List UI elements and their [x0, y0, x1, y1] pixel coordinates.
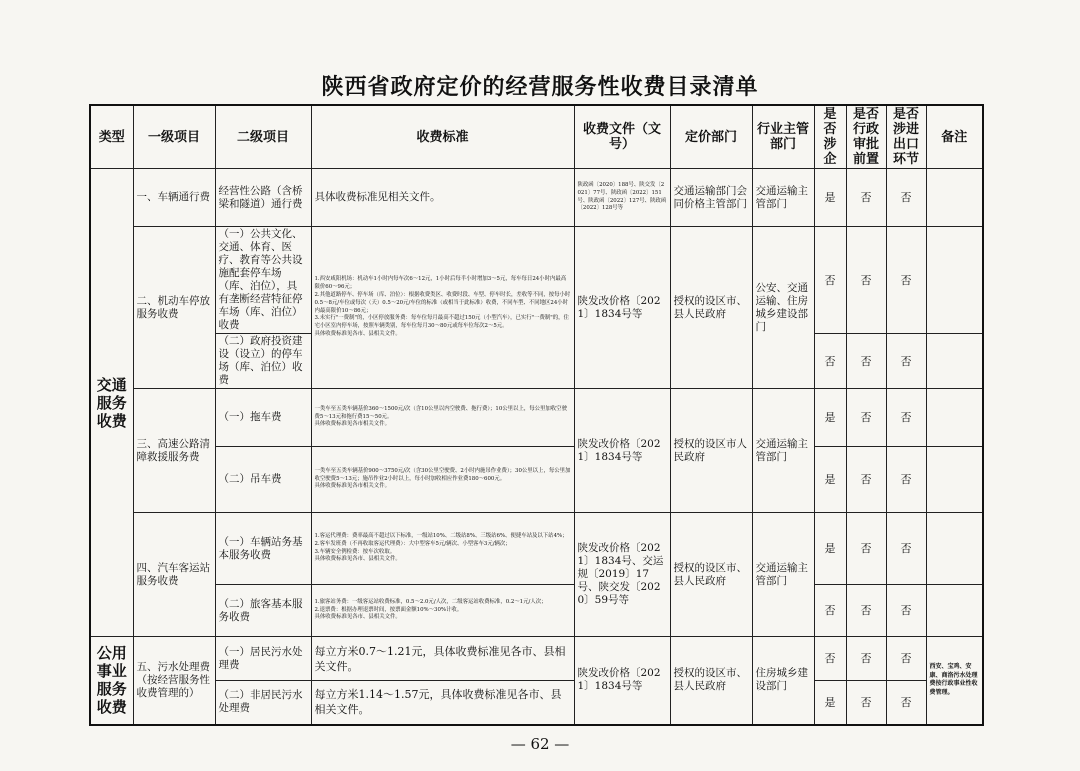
import-export-flag: 否: [886, 389, 926, 447]
fee-standard: 一类车至五类车辆基价360～1500元/次（含10公里以内空驶费、拖行费）；10公里以上，每公里加收空驶费5～13元和拖行费15～50元。 具体收费标准见各市相关文件。: [311, 389, 574, 447]
industry-dept: 公安、交通运输、住房城乡建设部门: [752, 227, 814, 389]
page-title: 陕西省政府定价的经营服务性收费目录清单: [321, 74, 759, 100]
level1-item: 三、高速公路清障救援服务费: [133, 389, 215, 513]
approval-flag: 否: [846, 513, 886, 585]
import-export-flag: 否: [886, 169, 926, 227]
level1-item: 一、车辆通行费: [133, 169, 215, 227]
header-type: 类型: [90, 105, 133, 169]
import-export-flag: 否: [886, 513, 926, 585]
fee-standard: 每立方米1.14～1.57元，具体收费标准见各市、县相关文件。: [311, 681, 574, 725]
category-public: 公用事业服务收费: [90, 637, 133, 725]
level2-item: （一）车辆站务基本服务收费: [215, 513, 311, 585]
table-row: [90, 513, 983, 585]
level2-item: （二）旅客基本服务收费: [215, 585, 311, 637]
fee-standard: 1.旅客站务费：一级客运站收费标准，0.5～2.0元/人次，二级客运站收费标准，0.2～1元/人次； 2.退票费：根据办理退票时间，按票面金额10%～30%计收。 具体收费标准见各市、县相关文件。: [311, 585, 574, 637]
level2-item: （二）吊车费: [215, 447, 311, 513]
level1-item: 五、污水处理费（按经营服务性收费管理的）: [133, 637, 215, 725]
note-cell: [926, 447, 983, 513]
level2-item: （一）居民污水处理费: [215, 637, 311, 681]
industry-dept: 住房城乡建设部门: [752, 637, 814, 725]
import-export-flag: 否: [886, 447, 926, 513]
level2-item: （二）非居民污水处理费: [215, 681, 311, 725]
note-cell: [926, 585, 983, 637]
fee-standard: 一类车至五类车辆基价900～3750元/次（含30公里空驶费、2小时内施吊作业费）；30公里以上，每公里加收空驶费5～13元；施吊作业2小时以上，每小时加收相应作业费180～600元。 具体收费标准见各市相关文件。: [311, 447, 574, 513]
note-cell: [926, 389, 983, 447]
fee-document: 陕发改价格〔2021〕1834号等: [574, 389, 670, 513]
approval-flag: 否: [846, 447, 886, 513]
import-export-flag: 否: [886, 227, 926, 334]
header-enterprise: 是否涉企: [814, 105, 846, 169]
enterprise-flag: 是: [814, 513, 846, 585]
header-standard: 收费标准: [311, 105, 574, 169]
approval-flag: 否: [846, 169, 886, 227]
approval-flag: 否: [846, 585, 886, 637]
enterprise-flag: 是: [814, 681, 846, 725]
table-row: [90, 227, 983, 334]
note-cell: [926, 169, 983, 227]
pricing-dept: 授权的设区市人民政府: [670, 389, 752, 513]
industry-dept: 交通运输主管部门: [752, 389, 814, 513]
header-note: 备注: [926, 105, 983, 169]
level1-item: 二、机动车停放服务收费: [133, 227, 215, 389]
header-row: [90, 105, 983, 169]
approval-flag: 否: [846, 227, 886, 334]
note-cell: [926, 227, 983, 334]
enterprise-flag: 是: [814, 389, 846, 447]
pricing-dept: 授权的设区市、县人民政府: [670, 227, 752, 389]
enterprise-flag: 否: [814, 334, 846, 389]
approval-flag: 否: [846, 637, 886, 681]
fee-document: 陕发改价格〔2021〕1834号等: [574, 227, 670, 389]
header-level1: 一级项目: [133, 105, 215, 169]
pricing-dept: 交通运输部门会同价格主管部门: [670, 169, 752, 227]
enterprise-flag: 否: [814, 637, 846, 681]
table-row: [90, 681, 983, 725]
pricing-dept: 授权的设区市、县人民政府: [670, 513, 752, 637]
level2-item: （一）公共文化、交通、体育、医疗、教育等公共设施配套停车场（库、泊位），具有垄断经营特征停车场（库、泊位）收费: [215, 227, 311, 334]
fee-document: 陕发改价格〔2021〕1834号、交运规〔2019〕17号、陕交发〔2020〕59号等: [574, 513, 670, 637]
import-export-flag: 否: [886, 585, 926, 637]
fee-document: 陕发改价格〔2021〕1834号等: [574, 637, 670, 725]
level2-item: 经营性公路（含桥梁和隧道）通行费: [215, 169, 311, 227]
fee-catalog-table: [89, 104, 984, 726]
table-row: [90, 637, 983, 681]
level2-item: （二）政府投资建设（设立）的停车场（库、泊位）收费: [215, 334, 311, 389]
table-row: [90, 585, 983, 637]
note-cell: [926, 334, 983, 389]
level1-item: 四、汽车客运站服务收费: [133, 513, 215, 637]
enterprise-flag: 否: [814, 227, 846, 334]
note-cell: [926, 513, 983, 585]
page-number: — 62 —: [510, 735, 570, 753]
table-row: [90, 447, 983, 513]
industry-dept: 交通运输主管部门: [752, 513, 814, 637]
approval-flag: 否: [846, 681, 886, 725]
fee-standard: 每立方米0.7～1.21元，具体收费标准见各市、县相关文件。: [311, 637, 574, 681]
fee-document: 陕政函〔2020〕188号、陕交发〔2021〕77号、陕政函〔2022〕151号、陕政函〔2022〕127号、陕政函〔2022〕128号等: [574, 169, 670, 227]
enterprise-flag: 是: [814, 169, 846, 227]
table-row: [90, 389, 983, 447]
header-doc: 收费文件（文号）: [574, 105, 670, 169]
note-cell: 西安、宝鸡、安康、商洛污水处理费按行政事业性收费管理。: [926, 637, 983, 725]
level2-item: （一）拖车费: [215, 389, 311, 447]
header-approval: 是否行政审批前置: [846, 105, 886, 169]
header-level2: 二级项目: [215, 105, 311, 169]
enterprise-flag: 否: [814, 585, 846, 637]
fee-standard: 具体收费标准见相关文件。: [311, 169, 574, 227]
industry-dept: 交通运输主管部门: [752, 169, 814, 227]
header-industry: 行业主管部门: [752, 105, 814, 169]
enterprise-flag: 是: [814, 447, 846, 513]
header-import-export: 是否涉进出口环节: [886, 105, 926, 169]
approval-flag: 否: [846, 334, 886, 389]
import-export-flag: 否: [886, 334, 926, 389]
pricing-dept: 授权的设区市、县人民政府: [670, 637, 752, 725]
category-transport: 交通服务收费: [90, 169, 133, 637]
approval-flag: 否: [846, 389, 886, 447]
fee-standard: 1.客运代理费：费率最高不超过以下标准，一级站10%、二级站8%、三级站6%、便捷车站及以下站4%； 2.客车发班费（不再收取客运代理费）：大中型客车5元/辆次、小型客车3元/辆次； 3.车辆安全例检费：按车次收取。 具体收费标准见各市、县相关文件。: [311, 513, 574, 585]
header-pricing: 定价部门: [670, 105, 752, 169]
table-row: [90, 169, 983, 227]
import-export-flag: 否: [886, 681, 926, 725]
fee-standard: 1.西安咸阳机场：机动车1小时内每车次6～12元，1小时后每半小时增加3～5元，每车每日24小时内最高限价60～96元； 2.其他道路停车、停车场（库、泊位）：根据收费类区、收费时段、车型、停车时长，差收等不同，按每小时0.5～8元/车位或每次（天）0.5～20元/车位的标准（或相当于此标准）收费，不同车型、不同地区24小时内最高限价10～86元； 3.未实行"一费制"的，小区停放服务费：每车位每月最高不超过150元（小型汽车），已实行"一费制"的，住宅小区室内停车场，按照车辆类别，每车位每月30～80元或每车位每次2～5元。 具体收费标准见各市、县相关文件。: [311, 227, 574, 389]
import-export-flag: 否: [886, 637, 926, 681]
